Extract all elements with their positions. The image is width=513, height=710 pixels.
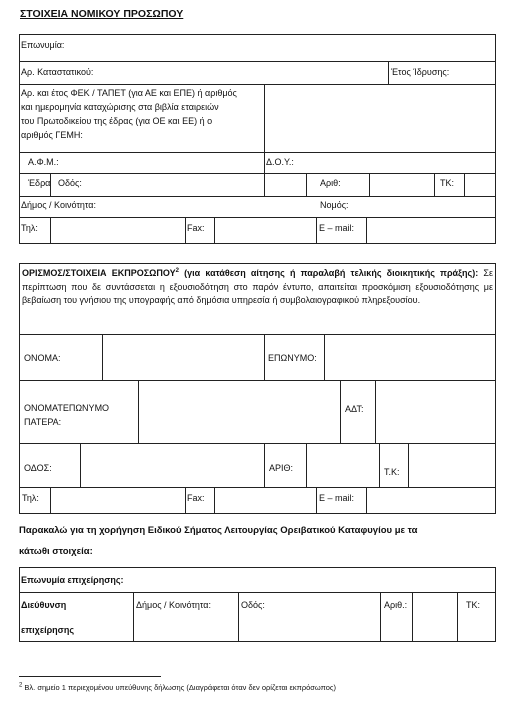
phone-label: Τηλ: (21, 223, 38, 233)
rep-first-name-label: ΟΝΟΜΑ: (24, 353, 61, 363)
divider (19, 487, 496, 488)
divider (19, 61, 496, 62)
divider (306, 443, 307, 487)
divider (408, 443, 409, 487)
postcode-label: ΤΚ: (440, 178, 455, 188)
divider (214, 487, 215, 514)
rep-id-card-label: ΑΔΤ: (345, 404, 364, 414)
divider (102, 334, 103, 380)
divider (19, 173, 496, 174)
divider (369, 173, 370, 196)
divider (19, 84, 496, 85)
divider (306, 173, 307, 196)
divider (264, 334, 265, 380)
business-postcode-label: ΤΚ: (466, 600, 481, 610)
rep-number-label: ΑΡΙΘ: (269, 463, 294, 473)
divider (316, 217, 317, 244)
divider (264, 443, 265, 487)
divider (19, 592, 496, 593)
gazette-label-line1: Αρ. και έτος ΦΕΚ / ΤΑΠΕΤ (για ΑΕ και ΕΠΕ) ή αριθμός (21, 88, 237, 98)
number-label: Αριθ: (320, 178, 341, 188)
municipality-label: Δήμος / Κοινότητα: (21, 200, 97, 210)
divider (19, 443, 496, 444)
representative-heading-purpose: (για κατάθεση αίτησης ή παραλαβή τελικής διοικητικής πράξης): (178, 268, 479, 278)
footnote-separator (19, 676, 161, 677)
representative-heading-note: Σε περίπτωση που δε συντάσσεται η εξουσιοδότηση στο παρόν έντυπο, απαιτείται προσκόμιση εξουσιοδότησης με βεβαίωση του γνήσιου της υπογραφής από δημόσια υπηρεσία ή συμβολαιογραφικού πληρεξουσίου. (22, 268, 493, 305)
footnote (19, 683, 336, 692)
email-label: E – mail: (319, 223, 355, 233)
business-street-label: Οδός: (241, 600, 265, 610)
business-municipality-label: Δήμος / Κοινότητα: (136, 600, 212, 610)
divider (264, 84, 265, 196)
divider (388, 61, 389, 84)
rep-father-label-line2: ΠΑΤΕΡΑ: (24, 417, 62, 427)
business-name-label: Επωνυμία επιχείρησης: (21, 575, 124, 585)
divider (380, 592, 381, 642)
request-text-line1: Παρακαλώ για τη χορήγηση Ειδικού Σήματος Λειτουργίας Ορειβατικού Καταφυγίου με τα (19, 525, 418, 536)
divider (375, 380, 376, 443)
divider (50, 487, 51, 514)
rep-phone-label: Τηλ: (22, 493, 39, 503)
representative-heading-title: ΟΡΙΣΜΟΣ/ΣΤΟΙΧΕΙΑ ΕΚΠΡΟΣΩΠΟΥ (22, 268, 176, 278)
divider (316, 487, 317, 514)
divider (19, 217, 496, 218)
rep-father-label-line1: ΟΝΟΜΑΤΕΠΩΝΥΜΟ (24, 403, 110, 413)
divider (412, 592, 413, 642)
business-address-label-line1: Διεύθυνση (21, 600, 67, 610)
divider (434, 173, 435, 196)
divider (19, 152, 496, 153)
legal-name-label: Επωνυμία: (21, 40, 65, 50)
legal-table-border (19, 34, 496, 244)
divider (379, 443, 380, 487)
rep-street-label: ΟΔΟΣ: (24, 463, 52, 473)
divider (19, 334, 496, 335)
divider (457, 592, 458, 642)
divider (366, 487, 367, 514)
footnote-mark: 2 (19, 682, 23, 689)
founded-year-label: Έτος Ίδρυσης: (391, 67, 450, 77)
divider (238, 592, 239, 642)
rep-surname-label: ΕΠΩΝΥΜΟ: (268, 353, 317, 363)
gazette-label-line3: του Πρωτοδικείου της έδρας (για ΟΕ και ΕΕ) ή ο (21, 116, 213, 126)
gazette-label-line2: και ημερομηνία καταχώρισης στα βιβλία εταιρειών (21, 102, 219, 112)
business-number-label: Αριθ.: (384, 600, 408, 610)
afm-label: Α.Φ.Μ.: (28, 157, 59, 167)
divider (138, 380, 139, 443)
fax-label: Fax: (187, 223, 205, 233)
rep-postcode-label: Τ.Κ: (384, 467, 400, 477)
divider (185, 487, 186, 514)
rep-email-label: E – mail: (319, 493, 355, 503)
divider (185, 217, 186, 244)
divider (80, 443, 81, 487)
divider (19, 196, 496, 197)
gazette-label-line4: αριθμός ΓΕΜΗ: (21, 130, 83, 140)
representative-heading (22, 267, 493, 308)
divider (133, 592, 134, 642)
footnote-text: Βλ. σημείο 1 περιεχομένου υπεύθυνης δήλωσης (Διαγράφεται όταν δεν ορίζεται εκπρόσωπος) (22, 683, 336, 692)
rep-fax-label: Fax: (187, 493, 205, 503)
divider (340, 380, 341, 443)
divider (50, 217, 51, 244)
request-text-line2: κάτωθι στοιχεία: (19, 546, 93, 557)
doy-label: Δ.Ο.Υ.: (266, 157, 294, 167)
section-title-legal-entity: ΣΤΟΙΧΕΙΑ ΝΟΜΙΚΟΥ ΠΡΟΣΩΠΟΥ (20, 8, 184, 20)
prefecture-label: Νομός: (320, 200, 349, 210)
divider (366, 217, 367, 244)
reg-no-label: Αρ. Καταστατικού: (21, 67, 94, 77)
footnote-ref: 2 (175, 268, 179, 274)
divider (214, 217, 215, 244)
divider (324, 334, 325, 380)
divider (19, 380, 496, 381)
business-address-label-line2: επιχείρησης (21, 625, 75, 635)
divider (464, 173, 465, 196)
street-label: Οδός: (58, 178, 82, 188)
seat-label: Έδρα (28, 178, 51, 188)
